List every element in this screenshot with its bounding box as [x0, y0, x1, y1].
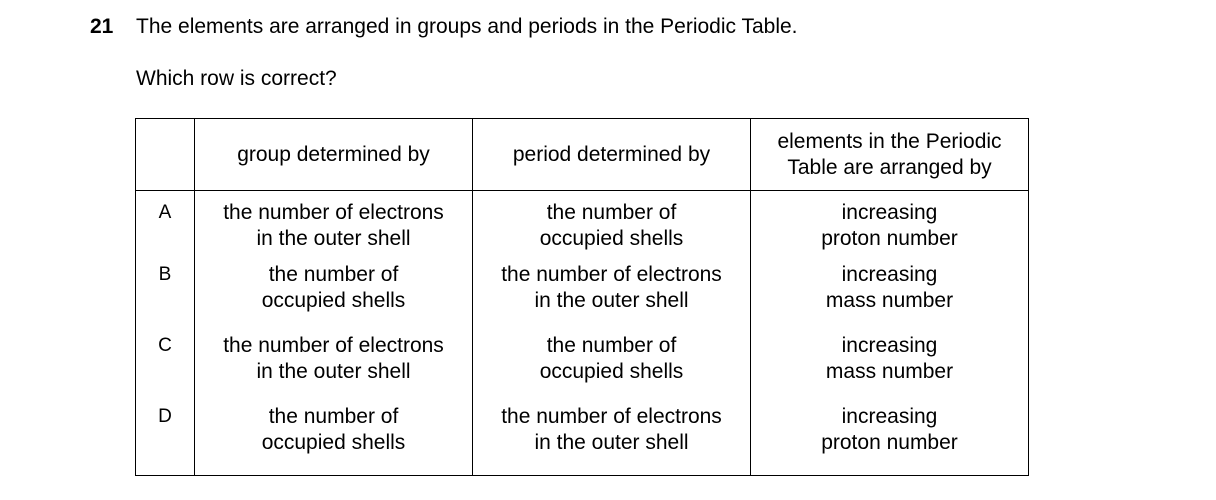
- cell-line: the number of electrons: [501, 405, 722, 428]
- cell-line: the number of electrons: [223, 201, 444, 224]
- cell-period: [473, 191, 751, 263]
- cell-line: the number of: [546, 334, 677, 357]
- cell-group: [195, 404, 473, 476]
- cell-line: the number of: [268, 263, 399, 286]
- question-prompt: Which row is correct?: [136, 67, 337, 90]
- cell-arranged: [751, 333, 1029, 404]
- cell-line: occupied shells: [539, 360, 684, 383]
- answer-table: [135, 118, 1029, 476]
- table-row: [136, 191, 1029, 263]
- header-arranged-line-2: Table are arranged by: [787, 155, 992, 179]
- cell-line: occupied shells: [261, 289, 406, 312]
- cell-line: in the outer shell: [534, 431, 689, 454]
- cell-line: in the outer shell: [256, 227, 411, 250]
- cell-arranged: [751, 191, 1029, 263]
- row-letter-c[interactable]: C: [136, 333, 195, 404]
- cell-group: [195, 191, 473, 263]
- cell-line: mass number: [825, 360, 954, 383]
- table-row: [136, 333, 1029, 404]
- header-group: group determined by: [195, 119, 473, 191]
- question-stem: The elements are arranged in groups and periods in the Periodic Table.: [136, 15, 798, 38]
- cell-arranged: [751, 404, 1029, 476]
- cell-line: the number of: [268, 405, 399, 428]
- question-number: 21: [90, 15, 114, 38]
- cell-line: mass number: [825, 289, 954, 312]
- header-arranged-line-1: elements in the Periodic: [777, 129, 1002, 153]
- cell-line: proton number: [821, 431, 958, 454]
- row-letter-d[interactable]: D: [136, 404, 195, 476]
- cell-line: increasing: [841, 263, 938, 286]
- header-blank: [136, 119, 195, 191]
- header-arranged: [751, 119, 1029, 191]
- cell-arranged: [751, 262, 1029, 333]
- cell-period: [473, 262, 751, 333]
- cell-line: in the outer shell: [534, 289, 689, 312]
- cell-line: proton number: [821, 227, 958, 250]
- cell-group: [195, 262, 473, 333]
- cell-line: increasing: [841, 405, 938, 428]
- header-row: [136, 119, 1029, 191]
- cell-group: [195, 333, 473, 404]
- cell-line: in the outer shell: [256, 360, 411, 383]
- cell-line: increasing: [841, 201, 938, 224]
- cell-line: occupied shells: [261, 431, 406, 454]
- cell-line: increasing: [841, 334, 938, 357]
- header-period: period determined by: [473, 119, 751, 191]
- table-row: [136, 262, 1029, 333]
- row-letter-b[interactable]: B: [136, 262, 195, 333]
- cell-line: the number of electrons: [501, 263, 722, 286]
- cell-line: the number of: [546, 201, 677, 224]
- cell-period: [473, 333, 751, 404]
- cell-line: occupied shells: [539, 227, 684, 250]
- table-row: [136, 404, 1029, 476]
- row-letter-a[interactable]: A: [136, 191, 195, 263]
- cell-line: the number of electrons: [223, 334, 444, 357]
- cell-period: [473, 404, 751, 476]
